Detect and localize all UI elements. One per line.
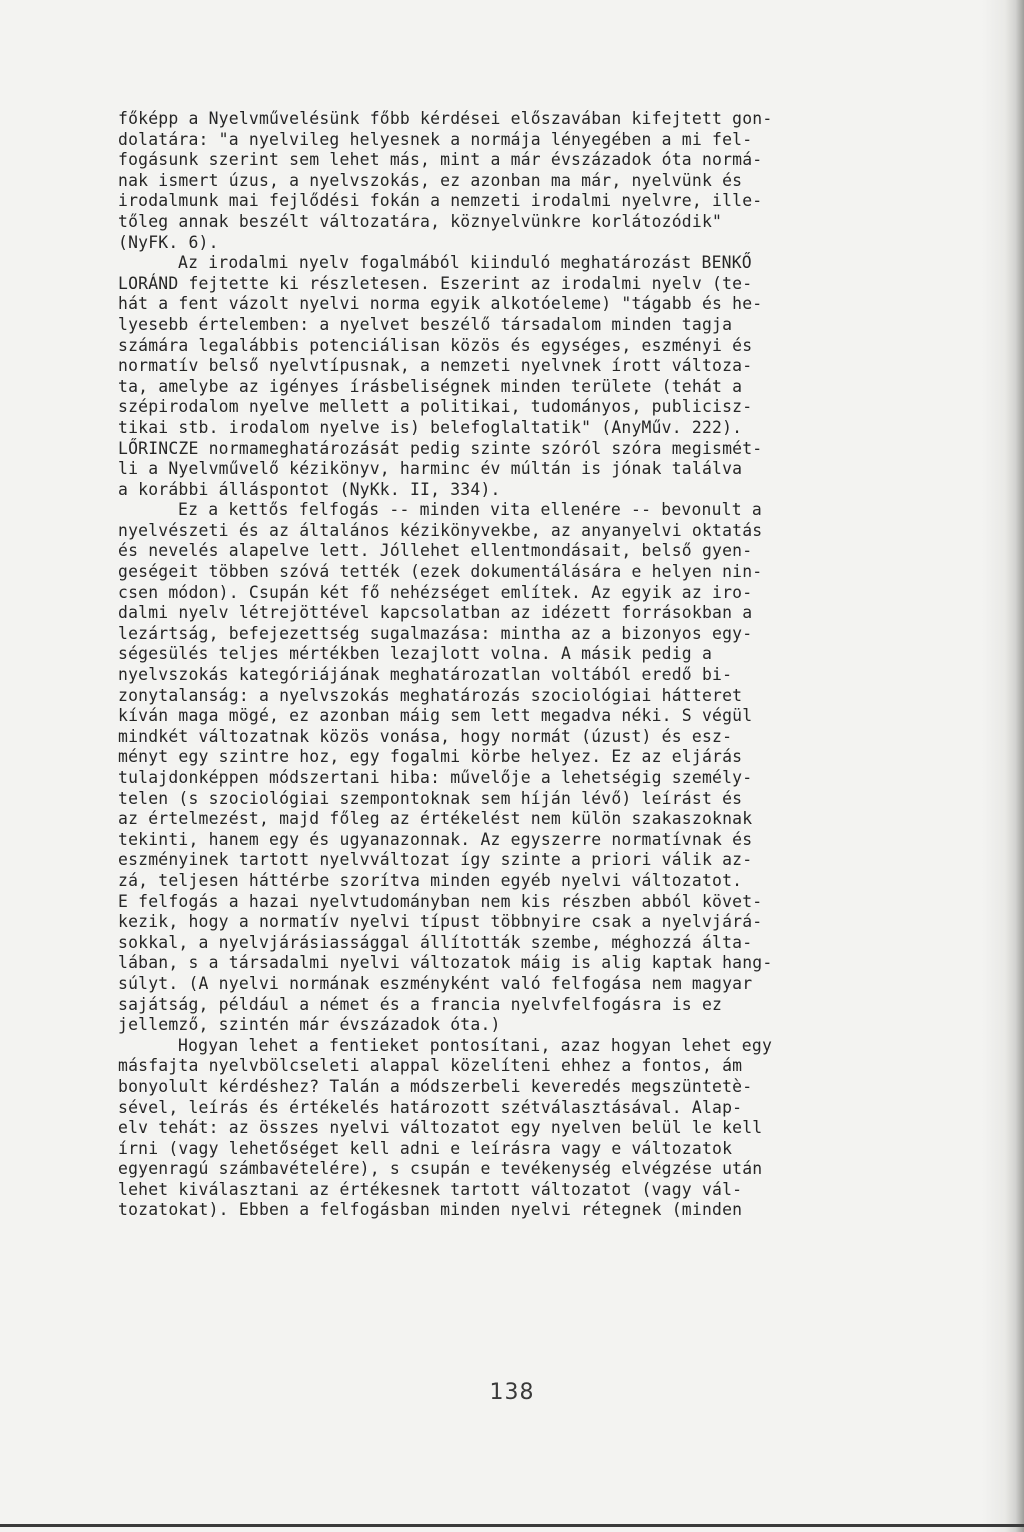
text-line: számára legalábbis potenciálisan közös és egységes, eszményi és — [118, 335, 753, 355]
text-line: dalmi nyelv létrejöttével kapcsolatban az idézett forrásokban a — [118, 603, 753, 623]
text-line: lában, s a társadalmi nyelvi változatok máig is alig kaptak hang- — [118, 953, 773, 973]
text-line: jellemző, szintén már évszázadok óta.) — [118, 1015, 501, 1035]
text-line: telen (s szociológiai szempontoknak sem híján lévő) leírást és — [118, 788, 743, 808]
text-line: geségeit többen szóvá tették (ezek dokumentálására e helyen nin- — [118, 562, 763, 582]
text-line: másfajta nyelvbölcseleti alappal közelíteni ehhez a fontos, ám — [118, 1056, 743, 1076]
text-line: nyelvszokás kategóriájának meghatározatlan voltából eredő bi- — [118, 665, 733, 685]
text-line: elv tehát: az összes nyelvi változatot egy nyelven belül le kell — [118, 1118, 763, 1138]
text-line: főképp a Nyelvművelésünk főbb kérdései előszavában kifejtett gon- — [118, 109, 773, 128]
text-line: csen módon). Csupán két fő nehézséget említek. Az egyik az iro- — [118, 582, 753, 602]
text-line: zonytalanság: a nyelvszokás meghatározás szociológiai hátteret — [118, 685, 743, 705]
text-line: tekinti, hanem egy és ugyanazonnak. Az egyszerre normatívnak és — [118, 829, 753, 849]
text-line: tőleg annak beszélt változatára, köznyelvünkre korlátozódik" — [118, 211, 723, 231]
text-line: LORÁND fejtette ki részletesen. Eszerint az irodalmi nyelv (te- — [118, 273, 753, 293]
text-line: Hogyan lehet a fentieket pontosítani, azaz hogyan lehet egy — [178, 1035, 773, 1055]
text-line: írni (vagy lehetőséget kell adni e leírásra vagy e változatok — [118, 1138, 733, 1158]
text-line: nak ismert úzus, a nyelvszokás, ez azonban ma már, nyelvünk és — [118, 170, 743, 190]
text-line: eszményinek tartott nyelvváltozat így szinte a priori válik az- — [118, 850, 753, 870]
text-line: li a Nyelvművelő kézikönyv, harminc év múltán is jónak találva — [118, 459, 743, 479]
text-line: normatív belső nyelvtípusnak, a nemzeti nyelvnek írott változa- — [118, 356, 753, 376]
text-line: kíván maga mögé, ez azonban máig sem lett megadva néki. S végül — [118, 706, 753, 726]
text-line: kezik, hogy a normatív nyelvi típust többnyire csak a nyelvjárá- — [118, 912, 763, 932]
text-line: tozatokat). Ebben a felfogásban minden nyelvi rétegnek (minden — [118, 1200, 743, 1220]
text-line: tulajdonképpen módszertani hiba: művelője a lehetségig személy- — [118, 768, 753, 787]
text-line: sokkal, a nyelvjárásiassággal állították szembe, méghozzá álta- — [118, 932, 753, 952]
text-line: fogásunk szerint sem lehet más, mint a már évszázadok óta normá- — [118, 150, 763, 170]
text-line: nyelvészeti és az általános kézikönyvekbe, az anyanyelvi oktatás — [118, 520, 763, 540]
text-line: és nevelés alapelve lett. Jóllehet ellentmondásait, belső gyen- — [118, 541, 753, 561]
text-line: irodalmunk mai fejlődési fokán a nemzeti irodalmi nyelvre, ille- — [118, 191, 763, 211]
text-line: sével, leírás és értékelés határozott szétválasztásával. Alap- — [118, 1097, 743, 1117]
text-line: LŐRINCZE normameghatározását pedig szinte szóról szóra megismét- — [118, 438, 763, 458]
text-line: dolatára: "a nyelvileg helyesnek a normája lényegében a mi fel- — [118, 129, 753, 149]
text-line: ményt egy szintre hoz, egy fogalmi körbe helyez. Ez az eljárás — [118, 747, 743, 767]
text-line: sajátság, például a német és a francia nyelvfelfogásra is ez — [118, 994, 723, 1014]
text-line: a korábbi álláspontot (NyKk. II, 334). — [118, 479, 501, 499]
body-text — [118, 109, 948, 1221]
text-line: lezártság, befejezettség sugalmazása: mintha az a bizonyos egy- — [118, 623, 753, 643]
text-line: súlyt. (A nyelvi normának eszményként való felfogása nem magyar — [118, 973, 753, 993]
text-line: szépirodalom nyelve mellett a politikai, tudományos, publicisz- — [118, 397, 753, 417]
text-line: (NyFK. 6). — [118, 232, 219, 252]
text-line: egyenragú számbavételére), s csupán e tevékenység elvégzése után — [118, 1159, 763, 1179]
text-line: lyesebb értelemben: a nyelvet beszélő társadalom minden tagja — [118, 314, 733, 334]
text-line: bonyolult kérdéshez? Talán a módszerbeli keveredés megszüntetè- — [118, 1076, 753, 1096]
text-line: Ez a kettős felfogás -- minden vita ellenére -- bevonult a — [178, 500, 762, 520]
page-edge-shadow — [982, 0, 1024, 1532]
text-line: tikai stb. irodalom nyelve is) belefoglaltatik" (AnyMűv. 222). — [118, 417, 743, 437]
text-line: ségesülés teljes mértékben lezajlott volna. A másik pedig a — [118, 644, 713, 664]
bottom-rule — [0, 1524, 1024, 1527]
text-line: mindkét változatnak közös vonása, hogy normát (úzust) és esz- — [118, 726, 733, 746]
text-line: hát a fent vázolt nyelvi norma egyik alkotóeleme) "tágabb és he- — [118, 294, 763, 314]
text-line: E felfogás a hazai nyelvtudományban nem kis részben abból követ- — [118, 891, 763, 911]
text-line: Az irodalmi nyelv fogalmából kiinduló meghatározást BENKŐ — [178, 253, 752, 273]
text-line: lehet kiválasztani az értékesnek tartott változatot (vagy vál- — [118, 1179, 743, 1199]
text-line: az értelmezést, majd főleg az értékelést nem külön szakaszoknak — [118, 809, 753, 829]
text-line: zá, teljesen háttérbe szorítva minden egyéb nyelvi változatot. — [118, 870, 743, 890]
page-number: 138 — [489, 1380, 535, 1405]
text-line: ta, amelybe az igényes írásbeliségnek minden területe (tehát a — [118, 376, 743, 396]
